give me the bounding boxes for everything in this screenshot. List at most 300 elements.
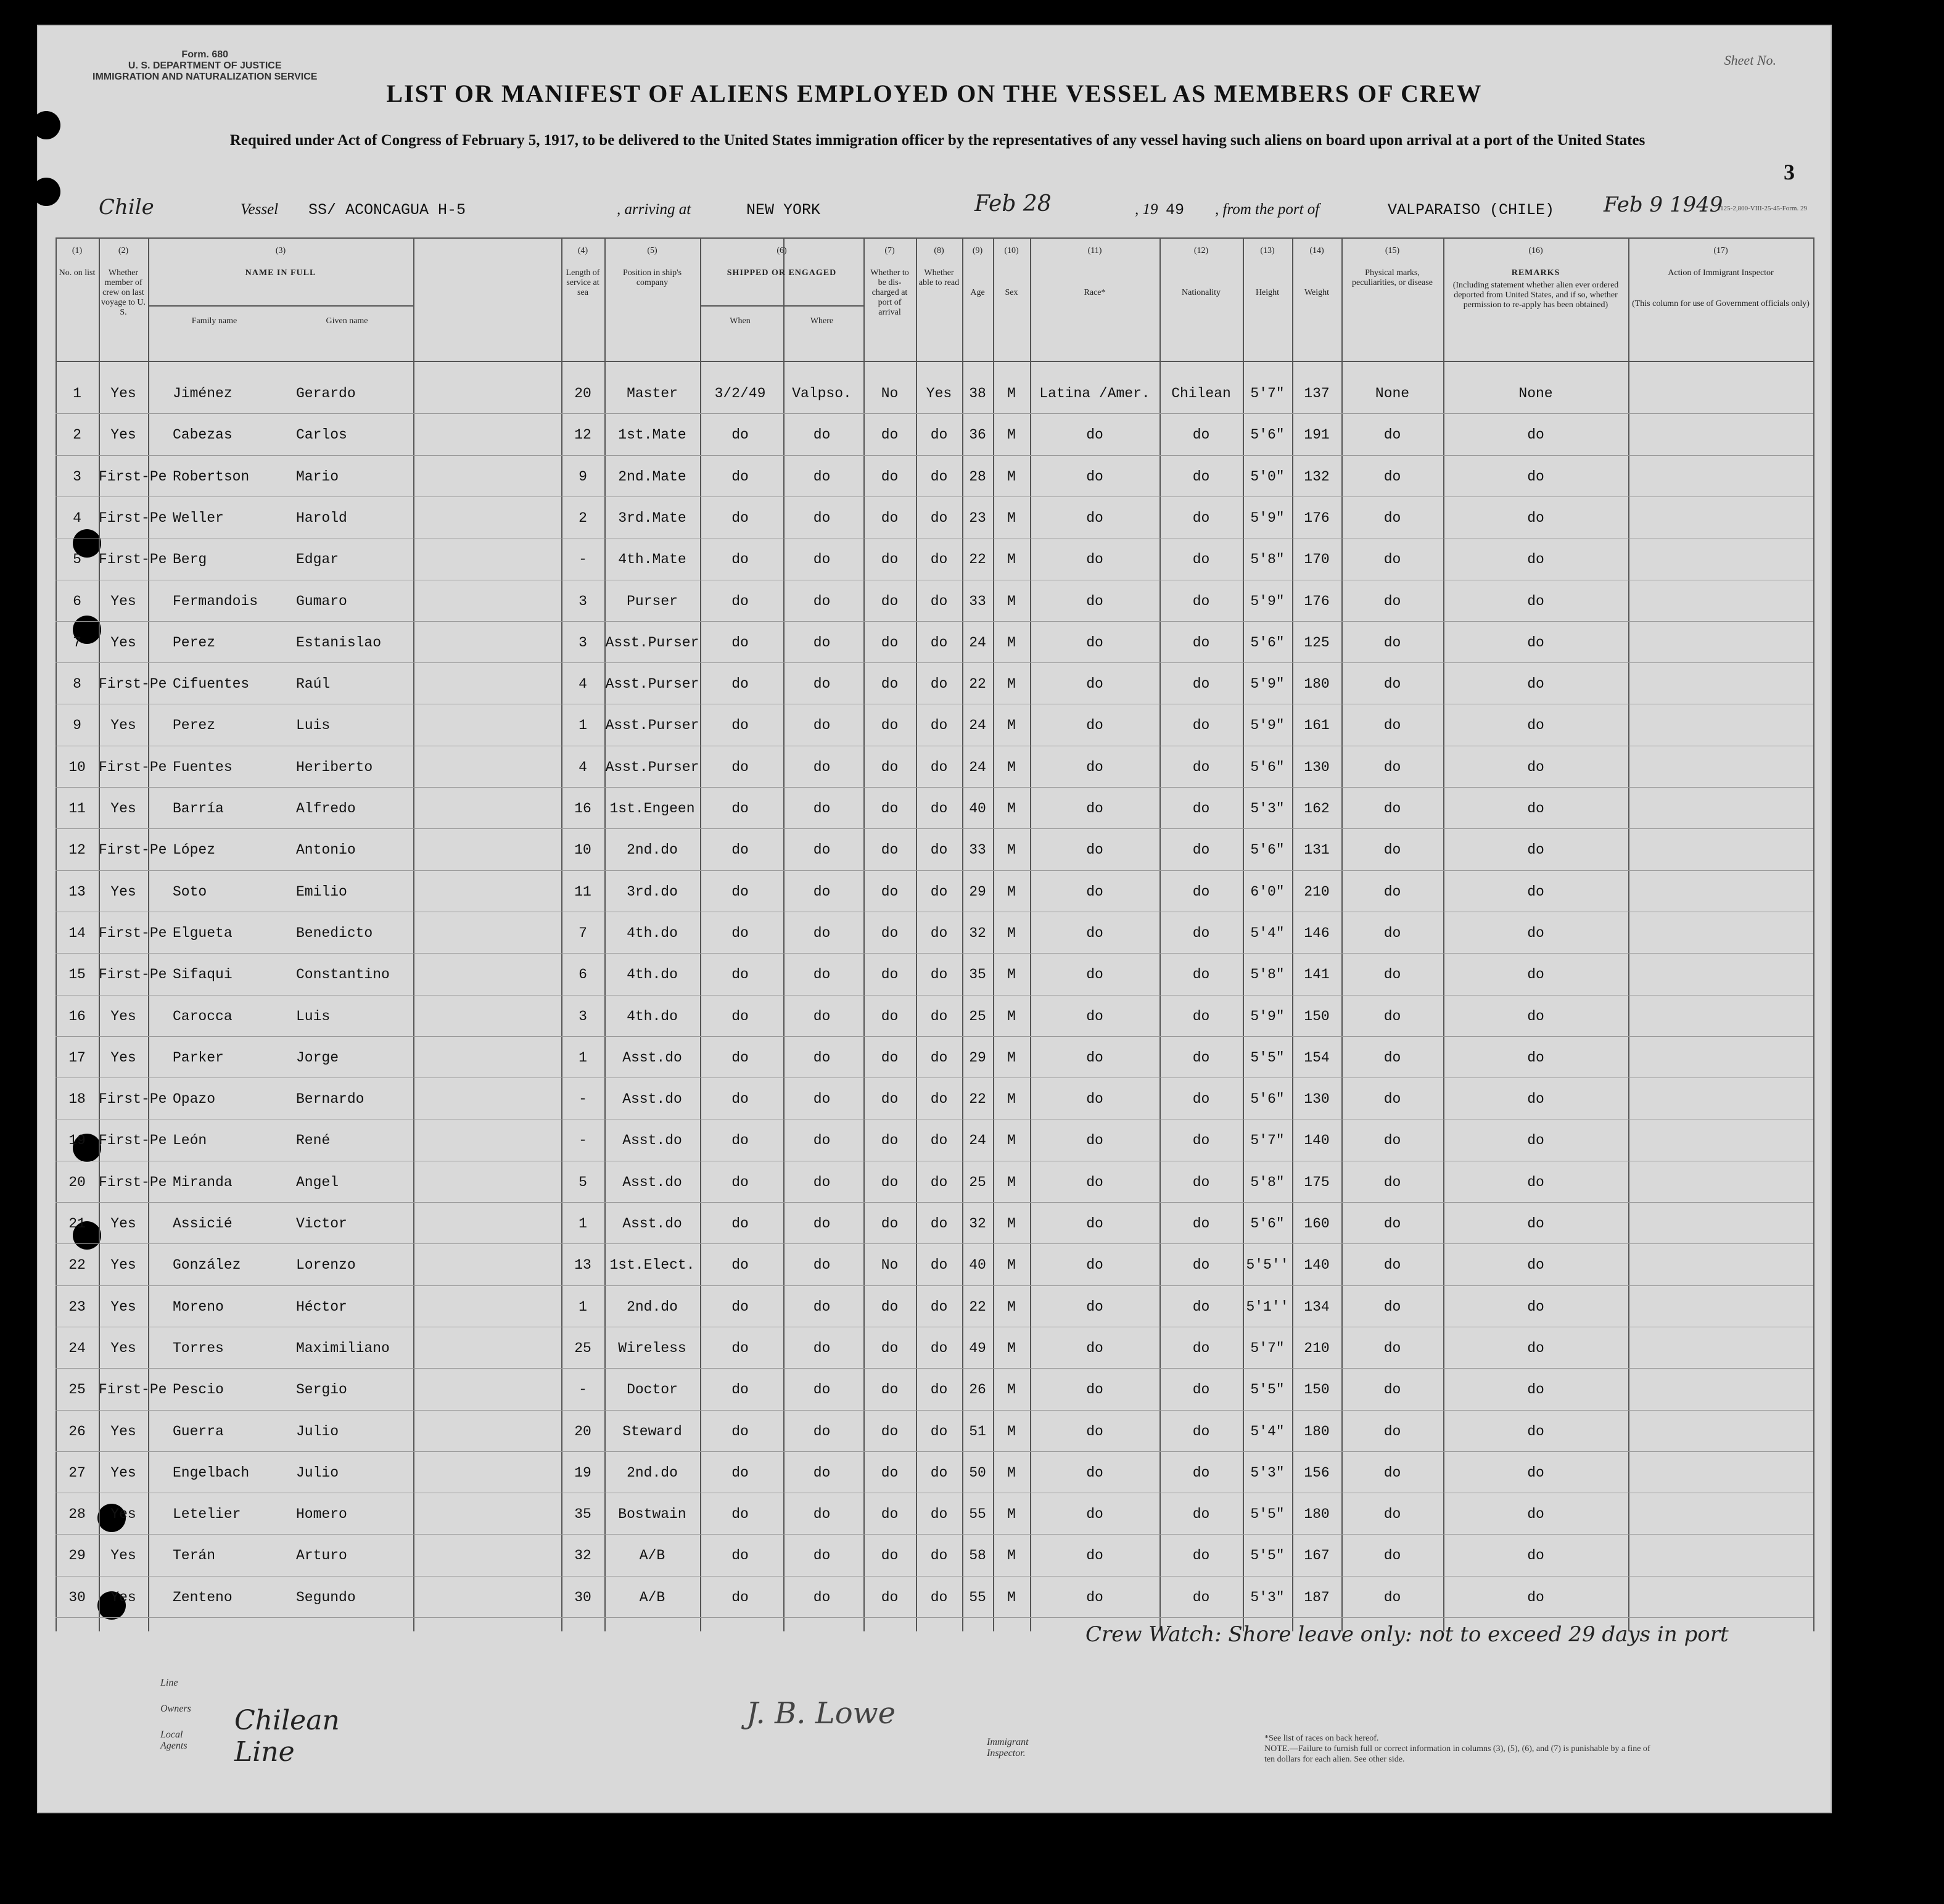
cell-sex: M <box>1007 1257 1016 1274</box>
cell-race: do <box>1086 801 1103 817</box>
cell-sex: M <box>1007 1506 1016 1523</box>
cell-no: 6 <box>73 593 81 609</box>
cell-when: do <box>731 966 749 983</box>
cell-marks: do <box>1383 1589 1401 1605</box>
cell-prev: Yes <box>110 1257 136 1274</box>
cell-prev: Yes <box>110 634 136 651</box>
cell-height: 5'1'' <box>1246 1298 1289 1315</box>
cell-age: 32 <box>969 1216 986 1232</box>
cell-sex: M <box>1007 593 1016 609</box>
cell-prev: First-Pe <box>99 1174 167 1190</box>
cell-discharge: No <box>881 385 899 402</box>
cell-position: Doctor <box>627 1382 678 1398</box>
table-row <box>56 627 1813 669</box>
agents-signature: Chilean Line <box>234 1705 340 1768</box>
cell-marks: do <box>1383 1008 1401 1024</box>
cell-age: 32 <box>969 925 986 941</box>
cell-remarks: do <box>1527 676 1544 693</box>
footnote-races: *See list of races on back hereof. <box>1264 1734 1379 1743</box>
cell-age: 24 <box>969 1132 986 1149</box>
cell-where: do <box>813 593 831 609</box>
column-header-c8: Whether able to read <box>918 268 960 287</box>
cell-service: 1 <box>579 717 587 734</box>
cell-no: 14 <box>68 925 86 941</box>
cell-where: do <box>813 1091 831 1108</box>
cell-discharge: do <box>881 1548 899 1564</box>
cell-height: 5'6" <box>1250 427 1285 443</box>
cell-remarks: do <box>1527 427 1544 443</box>
cell-position: Asst.do <box>622 1174 682 1190</box>
cell-remarks: None <box>1518 385 1553 402</box>
cell-prev: Yes <box>110 1589 136 1605</box>
column-header-c16-num: (16) <box>1528 246 1543 255</box>
cell-given: Jorge <box>296 1049 339 1066</box>
cell-race: do <box>1086 593 1103 609</box>
cell-height: 5'7" <box>1250 385 1285 402</box>
owners-label: Owners <box>160 1704 191 1714</box>
cell-prev: Yes <box>110 1423 136 1440</box>
cell-nationality: do <box>1192 1589 1210 1605</box>
cell-age: 55 <box>969 1589 986 1605</box>
cell-read: do <box>930 1132 948 1149</box>
cell-marks: do <box>1383 1464 1401 1481</box>
cell-where: do <box>813 842 831 859</box>
cell-service: 4 <box>579 676 587 693</box>
cell-weight: 130 <box>1304 759 1330 775</box>
cell-marks: do <box>1383 427 1401 443</box>
cell-discharge: do <box>881 966 899 983</box>
cell-age: 29 <box>969 883 986 900</box>
cell-where: do <box>813 717 831 734</box>
cell-remarks: do <box>1527 1506 1544 1523</box>
cell-remarks: do <box>1527 759 1544 775</box>
arriving-label: , arriving at <box>617 201 691 218</box>
table-row <box>56 793 1813 835</box>
cell-service: 3 <box>579 1008 587 1024</box>
cell-discharge: do <box>881 759 899 775</box>
cell-when: do <box>731 1049 749 1066</box>
cell-family: Berg <box>173 551 207 568</box>
cell-no: 20 <box>68 1174 86 1190</box>
cell-nationality: do <box>1192 1382 1210 1398</box>
cell-nationality: do <box>1192 717 1210 734</box>
table-row <box>56 1333 1813 1374</box>
cell-weight: 176 <box>1304 593 1330 609</box>
cell-weight: 187 <box>1304 1589 1330 1605</box>
cell-prev: First-Pe <box>99 759 167 775</box>
cell-remarks: do <box>1527 551 1544 568</box>
cell-weight: 162 <box>1304 801 1330 817</box>
cell-race: do <box>1086 509 1103 526</box>
cell-age: 36 <box>969 427 986 443</box>
cell-read: do <box>930 842 948 859</box>
cell-given: Edgar <box>296 551 339 568</box>
cell-height: 5'9" <box>1250 509 1285 526</box>
cell-no: 7 <box>73 634 81 651</box>
column-header-c16-sub: (Including statement whether alien ever ordered deported from United States, and if so, whether permission to re-apply has been obtained) <box>1452 281 1619 310</box>
cell-position: Steward <box>622 1423 682 1440</box>
vessel-label: Vessel <box>241 201 279 218</box>
cell-weight: 170 <box>1304 551 1330 568</box>
cell-when: do <box>731 551 749 568</box>
cell-where: do <box>813 468 831 485</box>
cell-position: Asst.do <box>622 1049 682 1066</box>
subheader-rule <box>148 305 413 307</box>
cell-position: 4th.Mate <box>618 551 686 568</box>
agents-label: Local Agents <box>160 1729 187 1751</box>
cell-when: do <box>731 1382 749 1398</box>
cell-no: 22 <box>68 1257 86 1274</box>
cell-race: do <box>1086 1174 1103 1190</box>
cell-service: - <box>579 1091 587 1108</box>
cell-service: 32 <box>574 1548 591 1564</box>
cell-given: Julio <box>296 1423 339 1440</box>
cell-when: do <box>731 593 749 609</box>
cell-family: Cabezas <box>173 427 233 443</box>
cell-race: do <box>1086 966 1103 983</box>
cell-service: 6 <box>579 966 587 983</box>
cell-no: 2 <box>73 427 81 443</box>
cell-no: 11 <box>68 801 86 817</box>
cell-nationality: do <box>1192 966 1210 983</box>
cell-prev: Yes <box>110 1548 136 1564</box>
table-row <box>56 544 1813 585</box>
cell-discharge: do <box>881 717 899 734</box>
cell-discharge: do <box>881 1132 899 1149</box>
cell-nationality: do <box>1192 1464 1210 1481</box>
column-header-c7: Whether to be dis-charged at port of arrival <box>870 268 909 317</box>
cell-discharge: do <box>881 676 899 693</box>
cell-remarks: do <box>1527 1174 1544 1190</box>
cell-position: Master <box>627 385 678 402</box>
cell-sex: M <box>1007 1340 1016 1356</box>
cell-given: Harold <box>296 509 347 526</box>
cell-prev: First-Pe <box>99 1091 167 1108</box>
cell-sex: M <box>1007 1091 1016 1108</box>
cell-service: 25 <box>574 1340 591 1356</box>
column-header-c5-num: (5) <box>647 246 657 255</box>
cell-service: - <box>579 1132 587 1149</box>
cell-nationality: do <box>1192 925 1210 941</box>
cell-discharge: do <box>881 1423 899 1440</box>
cell-weight: 132 <box>1304 468 1330 485</box>
cell-family: López <box>173 842 216 859</box>
cell-weight: 141 <box>1304 966 1330 983</box>
cell-given: Constantino <box>296 966 390 983</box>
cell-read: do <box>930 1049 948 1066</box>
cell-where: do <box>813 551 831 568</box>
cell-position: 2nd.do <box>627 1298 678 1315</box>
cell-where: do <box>813 1589 831 1605</box>
cell-race: do <box>1086 717 1103 734</box>
cell-height: 5'8" <box>1250 1174 1285 1190</box>
cell-when: do <box>731 1091 749 1108</box>
cell-service: - <box>579 1382 587 1398</box>
cell-read: do <box>930 1548 948 1564</box>
cell-discharge: do <box>881 1091 899 1108</box>
cell-when: do <box>731 1298 749 1315</box>
cell-prev: Yes <box>110 883 136 900</box>
cell-discharge: do <box>881 1008 899 1024</box>
cell-prev: Yes <box>110 1340 136 1356</box>
cell-no: 19 <box>68 1132 86 1149</box>
cell-family: Soto <box>173 883 207 900</box>
cell-no: 1 <box>73 385 81 402</box>
cell-race: do <box>1086 925 1103 941</box>
cell-given: Heriberto <box>296 759 373 775</box>
department-name: U. S. DEPARTMENT OF JUSTICE <box>128 60 282 71</box>
cell-nationality: do <box>1192 1132 1210 1149</box>
cell-given: Homero <box>296 1506 347 1523</box>
cell-given: Estanislao <box>296 634 382 651</box>
cell-weight: 176 <box>1304 509 1330 526</box>
cell-nationality: do <box>1192 842 1210 859</box>
cell-marks: do <box>1383 1174 1401 1190</box>
cell-family: Pescio <box>173 1382 224 1398</box>
table-row <box>56 835 1813 876</box>
cell-read: do <box>930 1589 948 1605</box>
cell-discharge: do <box>881 883 899 900</box>
cell-service: 7 <box>579 925 587 941</box>
column-header-c12: Nationality <box>1182 288 1221 297</box>
cell-when: do <box>731 1216 749 1232</box>
cell-given: Mario <box>296 468 339 485</box>
cell-family: Moreno <box>173 1298 224 1315</box>
cell-nationality: do <box>1192 676 1210 693</box>
table-row <box>56 1125 1813 1166</box>
cell-remarks: do <box>1527 801 1544 817</box>
cell-weight: 210 <box>1304 883 1330 900</box>
cell-prev: First-Pe <box>99 676 167 693</box>
column-header-c2: Whether member of crew on last voyage to U. S. <box>101 268 146 317</box>
cell-weight: 175 <box>1304 1174 1330 1190</box>
cell-sex: M <box>1007 925 1016 941</box>
cell-position: 2nd.do <box>627 1464 678 1481</box>
cell-discharge: do <box>881 801 899 817</box>
cell-family: Miranda <box>173 1174 233 1190</box>
cell-read: do <box>930 468 948 485</box>
cell-when: do <box>731 1257 749 1274</box>
table-row <box>56 959 1813 1000</box>
cell-height: 5'3" <box>1250 801 1285 817</box>
cell-read: do <box>930 1382 948 1398</box>
cell-discharge: No <box>881 1257 899 1274</box>
cell-when: do <box>731 676 749 693</box>
cell-where: Valpso. <box>792 385 852 402</box>
footnotes <box>1264 1733 1659 1765</box>
cell-no: 12 <box>68 842 86 859</box>
cell-age: 50 <box>969 1464 986 1481</box>
cell-where: do <box>813 1132 831 1149</box>
cell-height: 5'6" <box>1250 634 1285 651</box>
cell-family: Cifuentes <box>173 676 250 693</box>
table-row <box>56 876 1813 918</box>
cell-weight: 161 <box>1304 717 1330 734</box>
cell-given: Arturo <box>296 1548 347 1564</box>
cell-service: 3 <box>579 593 587 609</box>
cell-sex: M <box>1007 1382 1016 1398</box>
cell-service: 11 <box>574 883 591 900</box>
cell-prev: Yes <box>110 1216 136 1232</box>
cell-when: do <box>731 717 749 734</box>
cell-no: 3 <box>73 468 81 485</box>
cell-height: 5'3" <box>1250 1464 1285 1481</box>
cell-remarks: do <box>1527 1548 1544 1564</box>
cell-age: 40 <box>969 1257 986 1274</box>
cell-weight: 191 <box>1304 427 1330 443</box>
cell-position: Asst.Purser <box>605 717 699 734</box>
cell-discharge: do <box>881 634 899 651</box>
cell-discharge: do <box>881 1340 899 1356</box>
cell-weight: 125 <box>1304 634 1330 651</box>
cell-discharge: do <box>881 1174 899 1190</box>
cell-discharge: do <box>881 925 899 941</box>
cell-read: do <box>930 509 948 526</box>
cell-discharge: do <box>881 468 899 485</box>
column-header-c10-num: (10) <box>1004 246 1019 255</box>
cell-given: Maximiliano <box>296 1340 390 1356</box>
cell-marks: do <box>1383 1298 1401 1315</box>
cell-nationality: do <box>1192 1506 1210 1523</box>
cell-marks: do <box>1383 593 1401 609</box>
cell-position: 3rd.do <box>627 883 678 900</box>
cell-discharge: do <box>881 1589 899 1605</box>
cell-discharge: do <box>881 1506 899 1523</box>
cell-sex: M <box>1007 1132 1016 1149</box>
cell-race: do <box>1086 1216 1103 1232</box>
cell-when: do <box>731 468 749 485</box>
cell-position: 4th.do <box>627 925 678 941</box>
cell-sex: M <box>1007 1174 1016 1190</box>
cell-nationality: do <box>1192 1008 1210 1024</box>
cell-where: do <box>813 634 831 651</box>
cell-remarks: do <box>1527 468 1544 485</box>
cell-weight: 156 <box>1304 1464 1330 1481</box>
cell-where: do <box>813 1340 831 1356</box>
form-info <box>93 49 317 83</box>
cell-race: do <box>1086 1091 1103 1108</box>
cell-when: do <box>731 1423 749 1440</box>
cell-nationality: do <box>1192 1548 1210 1564</box>
cell-nationality: do <box>1192 593 1210 609</box>
cell-position: 1st.Engeen <box>609 801 695 817</box>
subheader-rule <box>700 305 863 307</box>
cell-no: 29 <box>68 1548 86 1564</box>
cell-when: do <box>731 1132 749 1149</box>
cell-age: 22 <box>969 1298 986 1315</box>
cell-service: 3 <box>579 634 587 651</box>
cell-when: do <box>731 1008 749 1024</box>
cell-position: 4th.do <box>627 1008 678 1024</box>
cell-discharge: do <box>881 842 899 859</box>
cell-marks: do <box>1383 842 1401 859</box>
cell-given: Raúl <box>296 676 331 693</box>
cell-service: 1 <box>579 1216 587 1232</box>
cell-family: Perez <box>173 717 216 734</box>
cell-remarks: do <box>1527 1298 1544 1315</box>
cell-nationality: do <box>1192 883 1210 900</box>
cell-prev: First-Pe <box>99 1132 167 1149</box>
table-row <box>56 1167 1813 1208</box>
table-row <box>56 1374 1813 1416</box>
cell-family: León <box>173 1132 207 1149</box>
cell-read: do <box>930 1216 948 1232</box>
cell-position: Asst.Purser <box>605 634 699 651</box>
cell-height: 5'8" <box>1250 551 1285 568</box>
table-row <box>56 419 1813 461</box>
cell-remarks: do <box>1527 717 1544 734</box>
cell-nationality: do <box>1192 1298 1210 1315</box>
column-header-c13: Height <box>1255 288 1280 297</box>
cell-when: do <box>731 1506 749 1523</box>
table-row <box>56 918 1813 959</box>
column-header-c6: SHIPPED OR ENGAGED <box>727 268 837 278</box>
cell-family: Jiménez <box>173 385 233 402</box>
cell-age: 24 <box>969 717 986 734</box>
cell-position: 1st.Mate <box>618 427 686 443</box>
cell-where: do <box>813 1257 831 1274</box>
cell-discharge: do <box>881 1049 899 1066</box>
cell-read: do <box>930 1340 948 1356</box>
column-header-c4: Length of service at sea <box>566 268 600 297</box>
cell-where: do <box>813 966 831 983</box>
cell-marks: do <box>1383 883 1401 900</box>
cell-height: 5'5" <box>1250 1548 1285 1564</box>
cell-no: 10 <box>68 759 86 775</box>
cell-sex: M <box>1007 634 1016 651</box>
cell-given: Luis <box>296 717 331 734</box>
from-port: VALPARAISO (CHILE) <box>1388 201 1555 219</box>
cell-family: Perez <box>173 634 216 651</box>
cell-family: Parker <box>173 1049 224 1066</box>
cell-service: 19 <box>574 1464 591 1481</box>
cell-sex: M <box>1007 551 1016 568</box>
column-header-c17-sub: (This column for use of Government officials only) <box>1632 299 1810 308</box>
cell-race: do <box>1086 468 1103 485</box>
cell-given: Carlos <box>296 427 347 443</box>
cell-no: 30 <box>68 1589 86 1605</box>
cell-age: 22 <box>969 676 986 693</box>
cell-weight: 180 <box>1304 1506 1330 1523</box>
cell-remarks: do <box>1527 1257 1544 1274</box>
cell-sex: M <box>1007 842 1016 859</box>
crew-table <box>56 237 1813 1631</box>
cell-where: do <box>813 509 831 526</box>
cell-race: do <box>1086 1464 1103 1481</box>
cell-read: do <box>930 427 948 443</box>
cell-sex: M <box>1007 801 1016 817</box>
cell-remarks: do <box>1527 925 1544 941</box>
cell-weight: 180 <box>1304 1423 1330 1440</box>
cell-race: do <box>1086 551 1103 568</box>
cell-sex: M <box>1007 1548 1016 1564</box>
cell-age: 25 <box>969 1174 986 1190</box>
table-row <box>56 461 1813 503</box>
country-handwritten: Chile <box>99 195 154 220</box>
cell-where: do <box>813 1216 831 1232</box>
column-header-c15: Physical marks, peculiarities, or disease <box>1351 268 1433 287</box>
cell-where: do <box>813 1174 831 1190</box>
cell-sex: M <box>1007 509 1016 526</box>
cell-read: do <box>930 676 948 693</box>
cell-remarks: do <box>1527 1132 1544 1149</box>
cell-height: 5'6" <box>1250 842 1285 859</box>
cell-when: do <box>731 759 749 775</box>
cell-family: Engelbach <box>173 1464 250 1481</box>
column-header-c14-num: (14) <box>1309 246 1324 255</box>
cell-family: Opazo <box>173 1091 216 1108</box>
cell-family: Assicié <box>173 1216 233 1232</box>
